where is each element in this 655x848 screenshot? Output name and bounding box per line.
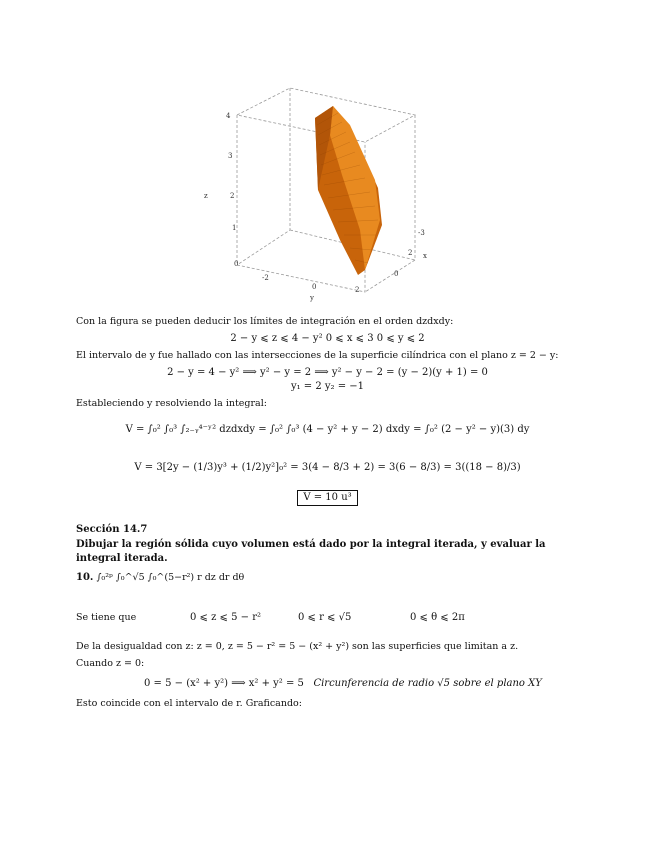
result-box: V = 10 u³ <box>297 490 357 506</box>
z-axis-label: z <box>204 192 208 200</box>
z-tick: 0 <box>234 260 239 268</box>
condition-theta: 0 ⩽ θ ⩽ 2π <box>410 612 465 623</box>
equation-intersection: 2 − y = 4 − y² ⟹ y² − y = 2 ⟹ y² − y − 2 = (y − 2)(y + 1) = 0 <box>167 367 488 378</box>
x-axis-label: x <box>423 252 427 260</box>
circle-equation: 0 = 5 − (x² + y²) ⟹ x² + y² = 5 <box>144 678 304 689</box>
instruction-text: Dibujar la región sólida cuyo volumen está dado por la integral iterada, y evaluar la integral iterada. <box>76 539 546 564</box>
section-heading: Sección 14.7 <box>76 524 148 535</box>
equation-volume-eval: V = 3[2y − (1/3)y³ + (1/2)y²]₀² = 3(4 − 8/3 + 2) = 3(6 − 8/3) = 3((18 − 8)/3) <box>134 462 521 473</box>
circle-note: Circunferencia de radio √5 sobre el plano XY <box>313 678 542 689</box>
equation-volume-integral: V = ∫₀² ∫₀³ ∫₂₋ᵧ⁴⁻ʸ² dzdxdy = ∫₀² ∫₀³ (4 − y² + y − 2) dxdy = ∫₀² (2 − y² − y)(3) dy <box>125 424 530 435</box>
problem-integral: ∫₀²ᵖ ∫₀^√5 ∫₀^(5−r²) r dz dr dθ <box>96 572 245 583</box>
equation-volume-result <box>0 490 655 506</box>
y-axis-label: y <box>310 294 314 302</box>
problem-number: 10. <box>76 572 94 583</box>
paragraph-setup: Estableciendo y resolviendo la integral: <box>76 398 267 409</box>
equation-roots: y₁ = 2 y₂ = −1 <box>290 381 365 392</box>
x-tick: -3 <box>418 229 425 237</box>
y-tick: 2 <box>355 286 360 294</box>
z-tick: 4 <box>226 112 231 120</box>
equation-limits: 2 − y ⩽ z ⩽ 4 − y² 0 ⩽ x ⩽ 3 0 ⩽ y ⩽ 2 <box>230 333 425 344</box>
condition-z: 0 ⩽ z ⩽ 5 − r² <box>190 612 261 623</box>
y-tick: 0 <box>312 283 317 291</box>
paragraph-given: Se tiene que <box>76 612 137 623</box>
z-tick: 1 <box>232 224 237 232</box>
condition-r: 0 ⩽ r ⩽ √5 <box>298 612 352 623</box>
paragraph-graphing: Esto coincide con el intervalo de r. Graficando: <box>76 698 302 709</box>
x-tick: 2 <box>408 249 413 257</box>
z-tick: 2 <box>230 192 235 200</box>
equation-circle <box>144 678 542 690</box>
x-tick: 0 <box>394 270 399 278</box>
paragraph-when-z0: Cuando z = 0: <box>76 658 145 669</box>
z-tick: 3 <box>228 152 233 160</box>
paragraph-interval: El intervalo de y fue hallado con las intersecciones de la superficie cilíndrica con el plano z = 2 − y: <box>76 350 559 361</box>
problem-10 <box>76 572 244 584</box>
paragraph-surfaces: De la desigualdad con z: z = 0, z = 5 − r² = 5 − (x² + y²) son las superficies que limitan a z. <box>76 641 519 652</box>
orange-solid <box>315 106 382 275</box>
x-axis-ticks <box>394 229 427 278</box>
solid-region-figure <box>190 80 450 310</box>
paragraph-limits: Con la figura se pueden deducir los límites de integración en el orden dzdxdy: <box>76 316 454 327</box>
z-axis-ticks <box>204 112 238 268</box>
y-tick: -2 <box>262 274 269 282</box>
